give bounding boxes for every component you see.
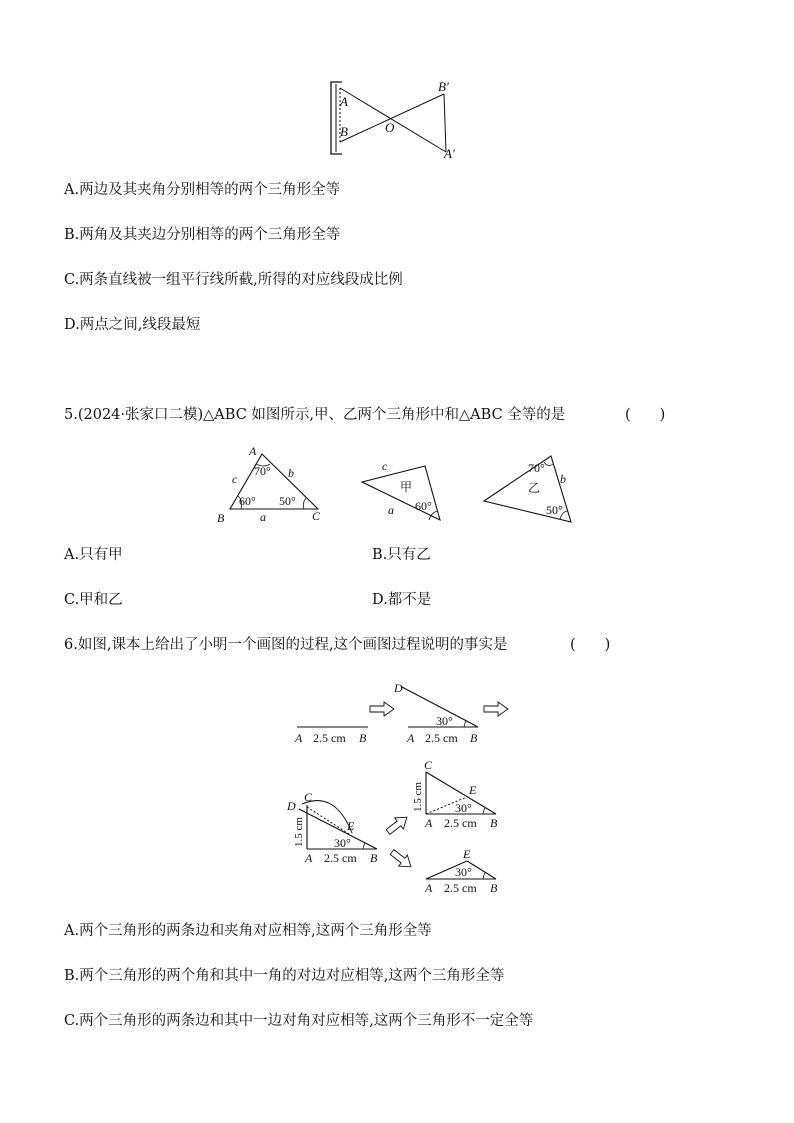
q4-label-bprime: B′: [438, 79, 449, 94]
q5-abc-label-b: B: [217, 511, 225, 525]
q6-r1-ac-length: 1.5 cm: [412, 782, 424, 812]
q6-option-b: B.两个三角形的两个角和其中一角的对边对应相等,这两个三角形全等: [64, 968, 505, 984]
q5-abc-side-b: b: [288, 466, 294, 480]
q6-r1-label-e: E: [469, 783, 477, 797]
q6-s3-label-b: B: [370, 851, 378, 865]
q6-s2-length: 2.5 cm: [425, 731, 458, 745]
q6-step3-arc: [302, 801, 352, 833]
q4-label-b: B: [340, 124, 348, 139]
q6-r1-label-b: B: [490, 816, 498, 830]
q6-arrow-down: [388, 846, 416, 872]
q6-step3-dashed: [307, 807, 349, 834]
q5-abc-side-c: c: [232, 472, 238, 486]
q5-abc-angle-a: 70°: [254, 464, 271, 478]
q6-r2-label-b: B: [490, 881, 498, 895]
q6-s2-label-a: A: [407, 731, 415, 745]
q6-s3-label-d: D: [287, 799, 296, 813]
q6-stem: 6.如图,课本上给出了小明一个画图的过程,这个画图过程说明的事实是: [64, 637, 508, 653]
q6-s3-label-e: E: [347, 819, 355, 833]
q6-arrow-up: [384, 812, 412, 838]
q5-jia-side-c: c: [382, 459, 388, 473]
q4-option-c: C.两条直线被一组平行线所截,所得的对应线段成比例: [64, 272, 403, 288]
q5-option-d: D.都不是: [372, 592, 432, 608]
q6-s3-label-a: A: [305, 851, 313, 865]
q6-s3-label-c: C: [304, 790, 313, 804]
q5-option-b: B.只有乙: [372, 547, 431, 563]
q6-r2-length: 2.5 cm: [444, 881, 477, 895]
q4-option-b: B.两角及其夹边分别相等的两个三角形全等: [64, 227, 341, 243]
q5-option-c: C.甲和乙: [64, 592, 123, 608]
q5-jia-name: 甲: [400, 480, 413, 494]
q5-yi-side-b: b: [560, 472, 566, 486]
q4-line-aprime-bprime: [444, 94, 446, 152]
q5-abc-label-a: A: [249, 444, 257, 458]
q6-r1-label-a: A: [425, 816, 433, 830]
q6-figure: [280, 672, 520, 902]
q5-yi-angle-bottom: 50°: [546, 503, 563, 517]
q6-s3-length: 2.5 cm: [324, 851, 357, 865]
q6-s2-label-d: D: [394, 681, 403, 695]
q6-option-a: A.两个三角形的两条边和夹角对应相等,这两个三角形全等: [64, 923, 432, 939]
q5-yi-name: 乙: [528, 481, 541, 495]
q6-r2-label-a: A: [425, 881, 433, 895]
q4-label-a: A: [340, 94, 348, 109]
q6-r2-angle: 30°: [455, 865, 472, 879]
q6-s3-angle: 30°: [334, 836, 351, 850]
q6-s1-label-a: A: [295, 731, 303, 745]
q4-label-aprime: A′: [444, 146, 455, 161]
q5-abc-label-c: C: [312, 509, 321, 523]
q6-r1-angle: 30°: [455, 801, 472, 815]
q5-abc-side-a: a: [260, 510, 266, 524]
q5-figure: [212, 440, 592, 530]
q5-abc-angle-b: 60°: [239, 494, 256, 508]
q4-figure: [318, 70, 468, 162]
q4-option-d: D.两点之间,线段最短: [64, 317, 201, 333]
q5-jia-side-a: a: [388, 503, 394, 517]
q5-yi-angle-top: 70°: [528, 461, 545, 475]
q5-answer-paren: ( ): [625, 407, 666, 423]
q5-jia-angle: 60°: [415, 499, 432, 513]
q6-r1-length: 2.5 cm: [444, 816, 477, 830]
q6-s2-angle: 30°: [436, 714, 453, 728]
q6-arrow-2: [484, 702, 508, 716]
q6-s1-length: 2.5 cm: [313, 731, 346, 745]
q6-s2-label-b: B: [470, 731, 478, 745]
q6-s3-ac-length: 1.5 cm: [293, 817, 305, 847]
q4-option-a: A.两边及其夹角分别相等的两个三角形全等: [64, 182, 341, 198]
q5-stem: 5.(2024·张家口二模)△ABC 如图所示,甲、乙两个三角形中和△ABC 全等的是: [64, 407, 566, 423]
q6-arrow-1: [370, 702, 394, 716]
q6-answer-paren: ( ): [570, 637, 611, 653]
q5-abc-angle-c: 50°: [279, 494, 296, 508]
q5-option-a: A.只有甲: [64, 547, 123, 563]
q6-s1-label-b: B: [359, 731, 367, 745]
q6-r2-label-e: E: [463, 847, 471, 861]
q4-label-o: O: [385, 120, 395, 135]
q6-option-c: C.两个三角形的两条边和其中一边对角对应相等,这两个三角形不一定全等: [64, 1013, 534, 1029]
q6-r1-label-c: C: [424, 758, 433, 772]
